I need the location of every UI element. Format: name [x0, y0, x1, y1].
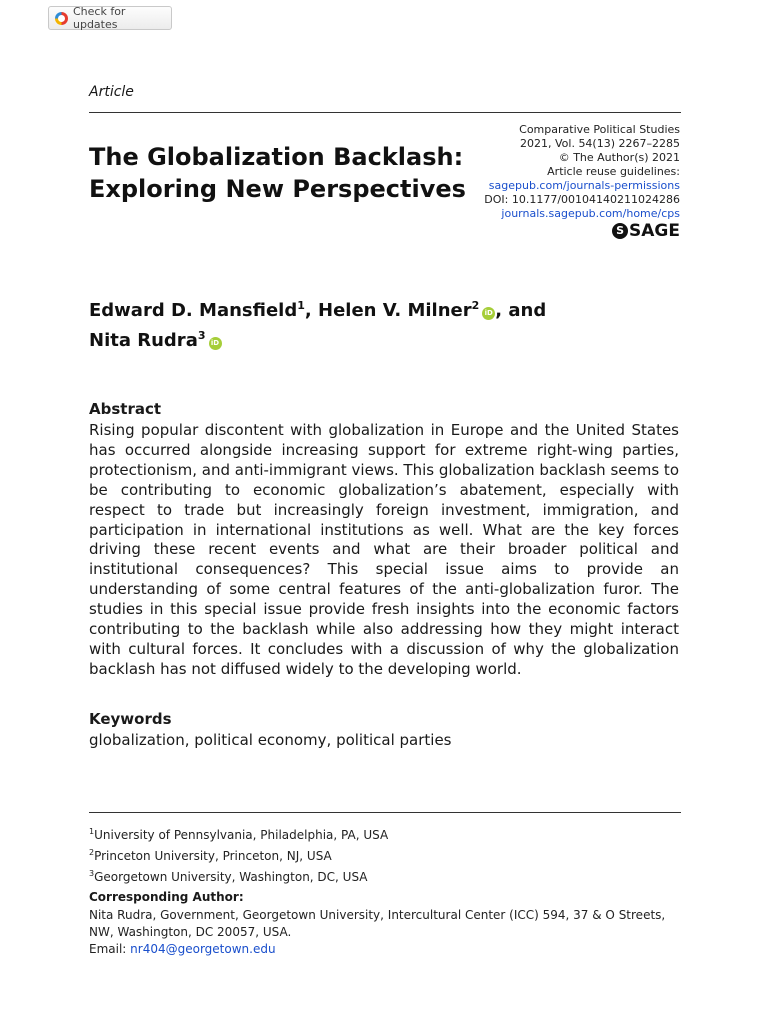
corresponding-info [89, 907, 679, 958]
keywords-heading: Keywords [89, 710, 172, 728]
keywords-text: globalization, political economy, political parties [89, 731, 452, 749]
author-separator: , [304, 300, 318, 321]
corresponding-heading: Corresponding Author: [89, 890, 244, 904]
affiliation-text: Georgetown University, Washington, DC, USA [94, 870, 368, 884]
orcid-icon[interactable]: iD [209, 337, 222, 350]
affiliation-item [89, 844, 388, 865]
abstract-text: Rising popular discontent with globalization in Europe and the United States has occurred alongside increasing support for extreme right-wing parties, protectionism, and anti-immigrant views. This globalization backlash seems to be contributing to economic globalization’s abatement, especially with respect to trade but increasingly foreign investment, immigration, and participation in international institutions as well. What are the key forces driving these recent events and what are their broader political and institutional consequences? This special issue aims to provide an understanding of some central features of the anti-globalization furor. The studies in this special issue provide fresh insights into the economic factors contributing to the backlash while also addressing how they might interact with cultural forces. It concludes with a discussion of why the globalization backlash has not diffused widely to the developing world. [89, 421, 679, 678]
journal-home-link[interactable]: journals.sagepub.com/home/cps [501, 207, 680, 220]
affiliation-item [89, 823, 388, 844]
author-affil-ref: 1 [297, 299, 305, 312]
affiliation-text: University of Pennsylvania, Philadelphia, PA, USA [94, 828, 389, 842]
author-separator: , and [495, 300, 547, 321]
affiliations [89, 823, 388, 886]
doi: DOI: 10.1177/00104140211024286 [484, 193, 680, 206]
check-for-updates-label: Check for updates [73, 5, 126, 31]
affiliation-item [89, 865, 388, 886]
article-type: Article [89, 84, 134, 100]
corresponding-address: Nita Rudra, Government, Georgetown University, Intercultural Center (ICC) 594, 37 & O Streets, NW, Washington, DC 20057, USA. [89, 908, 666, 939]
affiliation-number: 3 [89, 869, 95, 878]
author-name: Edward D. Mansfield [89, 300, 298, 321]
author-name: Nita Rudra [89, 330, 198, 351]
sage-logo [420, 223, 680, 239]
author-affil-ref: 3 [197, 329, 206, 342]
sage-wordmark: SAGE [629, 221, 680, 241]
journal-name: Comparative Political Studies [519, 123, 680, 136]
top-divider [89, 112, 681, 113]
sage-s-icon: S [612, 223, 628, 239]
journal-info [420, 123, 680, 239]
author-list [89, 293, 649, 353]
author-name: Helen V. Milner [318, 300, 472, 321]
reuse-label: Article reuse guidelines: [547, 165, 680, 178]
check-for-updates-button[interactable] [48, 6, 172, 30]
affiliation-number: 1 [89, 827, 95, 836]
reuse-link[interactable]: sagepub.com/journals-permissions [488, 179, 680, 192]
email-link[interactable]: nr404@georgetown.edu [130, 942, 276, 956]
author-affil-ref: 2 [471, 299, 480, 312]
email-label: Email: [89, 942, 131, 956]
abstract-heading: Abstract [89, 400, 162, 418]
footnote-divider [89, 812, 681, 813]
corresponding-email-line [89, 941, 679, 958]
journal-copyright: © The Author(s) 2021 [558, 151, 680, 164]
journal-volume: 2021, Vol. 54(13) 2267–2285 [520, 137, 680, 150]
orcid-icon[interactable]: iD [482, 307, 495, 320]
affiliation-text: Princeton University, Princeton, NJ, USA [94, 849, 332, 863]
article-title: The Globalization Backlash: Exploring New Perspectives [89, 143, 466, 203]
affiliation-number: 2 [89, 848, 95, 857]
crossmark-icon [55, 12, 68, 25]
